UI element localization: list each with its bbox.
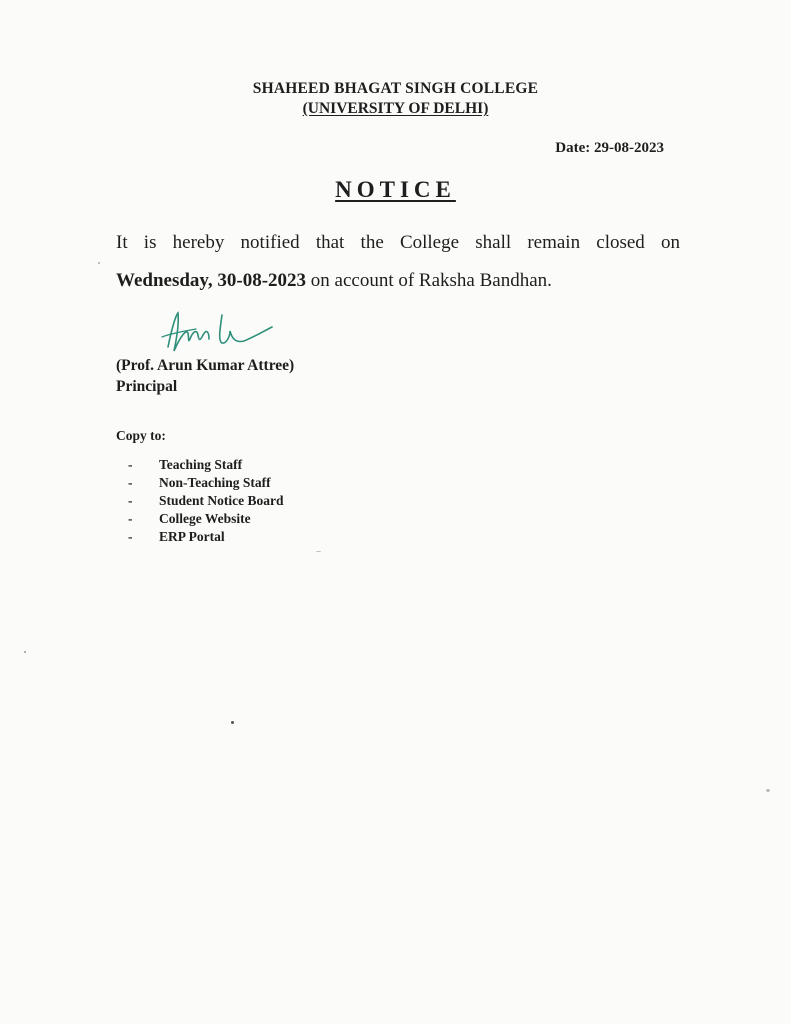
recipient-label: Non-Teaching Staff xyxy=(159,475,271,490)
principal-signature xyxy=(160,307,275,362)
list-item xyxy=(128,510,284,528)
recipients-list xyxy=(128,456,284,546)
scan-speck xyxy=(766,789,770,792)
notice-body-line-1: It is hereby notified that the College shall remain closed on xyxy=(116,232,680,253)
copy-to-label: Copy to: xyxy=(116,428,166,443)
university-name xyxy=(0,100,791,118)
notice-date: Date: 29-08-2023 xyxy=(555,140,664,156)
university-name-text: (UNIVERSITY OF DELHI) xyxy=(302,100,489,117)
closure-reason: on account of Raksha Bandhan. xyxy=(306,270,552,291)
recipient-label: Teaching Staff xyxy=(159,457,243,472)
recipient-label: Student Notice Board xyxy=(159,493,284,508)
dash-bullet: - xyxy=(128,493,133,508)
signatory-block xyxy=(116,355,294,397)
scan-speck xyxy=(316,551,321,552)
list-item xyxy=(128,492,284,510)
college-name: SHAHEED BHAGAT SINGH COLLEGE xyxy=(252,80,539,97)
list-item xyxy=(128,528,284,546)
signatory-name: (Prof. Arun Kumar Attree) xyxy=(116,357,295,374)
dash-bullet: - xyxy=(128,457,133,472)
notice-title-text: NOTICE xyxy=(335,177,456,202)
notice-title xyxy=(0,177,791,203)
scan-speck xyxy=(98,262,100,264)
closure-date: Wednesday, 30-08-2023 xyxy=(116,270,307,291)
recipient-label: College Website xyxy=(159,511,251,526)
scan-speck xyxy=(231,721,234,724)
dash-bullet: - xyxy=(128,475,133,490)
dash-bullet: - xyxy=(128,529,133,544)
signatory-designation: Principal xyxy=(116,378,178,395)
list-item xyxy=(128,456,284,474)
notice-body-line-2 xyxy=(116,270,552,292)
scan-speck xyxy=(24,651,26,653)
dash-bullet: - xyxy=(128,511,133,526)
list-item xyxy=(128,474,284,492)
recipient-label: ERP Portal xyxy=(159,529,225,544)
